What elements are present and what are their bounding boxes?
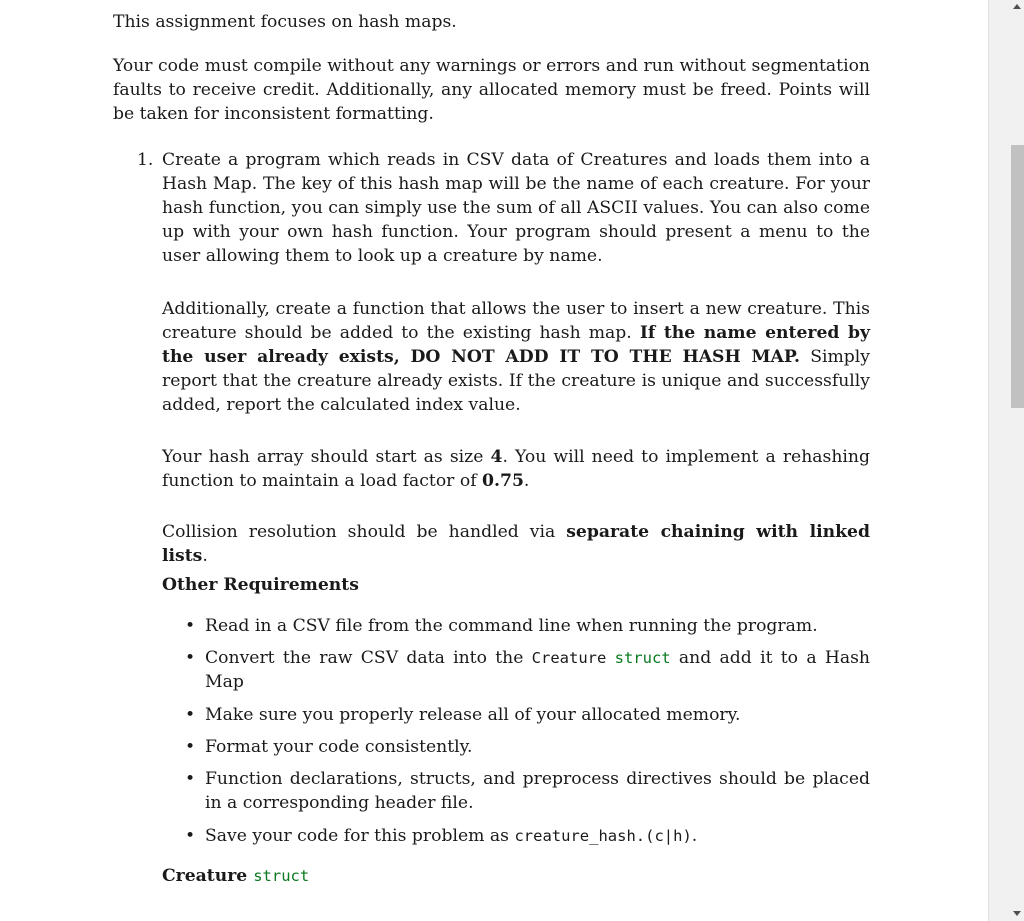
bullet-6-text-a: Save your code for this problem as <box>205 826 509 846</box>
item1-text-3b: . You will need to implement a rehashing function to maintain a load factor of <box>162 447 871 491</box>
intro-text-1: This assignment focuses on hash maps. <box>113 12 457 32</box>
intro-text-2: Your code must compile without any warnings or errors and run without segmentation faults to receive credit. Additionally, any allocated memory must be freed. Points will be taken for inconsistent formatting. <box>113 56 870 124</box>
intro-paragraph-2 <box>113 54 870 126</box>
item1-text-3a: Your hash array should start as size <box>162 447 484 467</box>
item1-paragraph-2 <box>162 297 870 417</box>
scrollbar-thumb[interactable] <box>1011 145 1024 408</box>
bullet-dot-6: • <box>185 826 196 846</box>
initial-size-value: 4 <box>490 447 503 467</box>
item1-text-1: Create a program which reads in CSV data of Creatures and loads them into a Hash Map. The key of this hash map will be the name of each creature. For your hash function, you can simply use the sum of all ASCII values. You can also come up with your own hash function. Your program should present a menu to the user allowing them to look up a creature by name. <box>162 150 870 266</box>
item1-text-3c: . <box>523 471 530 491</box>
scroll-down-arrow-icon[interactable] <box>1013 911 1021 916</box>
bullet-item-2 <box>205 646 870 694</box>
bullet-dot-5: • <box>185 769 196 789</box>
creature-code: Creature <box>531 649 607 667</box>
struct-keyword: struct <box>614 649 671 667</box>
bullet-item-4: Format your code consistently. <box>205 737 473 757</box>
item1-paragraph-3 <box>162 445 870 493</box>
bullet-item-6 <box>205 824 870 848</box>
bullet-item-1: Read in a CSV file from the command line when running the program. <box>205 616 818 636</box>
intro-paragraph-1 <box>113 10 870 34</box>
bullet-6-text-b: . <box>691 826 698 846</box>
item1-text-4c: . <box>202 546 208 566</box>
load-factor-value: 0.75 <box>482 471 524 491</box>
scroll-up-arrow-icon[interactable] <box>1013 4 1021 9</box>
duplicate-warning: If the name entered by the user already exists, DO NOT ADD IT TO THE HASH MAP. <box>162 323 871 367</box>
item1-text-2b: Simply report that the creature already exists. If the creature is unique and successfully added, report the calculated index value. <box>162 347 870 415</box>
bullet-2-text-a: Convert the raw CSV data into the <box>205 648 524 668</box>
filename-code: creature_hash.(c|h) <box>514 827 692 845</box>
bullet-dot-4: • <box>185 737 196 757</box>
creature-struct-heading <box>162 864 309 888</box>
item1-text-4a: Collision resolution should be handled via <box>162 522 556 542</box>
other-requirements-heading: Other Requirements <box>162 575 359 595</box>
bullet-dot-3: • <box>185 705 196 725</box>
bullet-item-5: Function declarations, structs, and preprocess directives should be placed in a corresponding header file. <box>205 769 870 813</box>
creature-struct-title: Creature <box>162 866 248 886</box>
item1-text-2a: Additionally, create a function that allows the user to insert a new creature. This creature should be added to the existing hash map. <box>162 299 870 343</box>
bullet-item-3: Make sure you properly release all of your allocated memory. <box>205 705 741 725</box>
item-number: 1. <box>137 150 154 170</box>
item1-paragraph-4 <box>162 520 870 568</box>
collision-method: separate chaining with linked lists <box>162 522 870 566</box>
bullet-dot-2: • <box>185 648 196 668</box>
bullet-dot-1: • <box>185 616 196 636</box>
vertical-scrollbar[interactable] <box>988 0 1024 921</box>
bullet-2-text-b: and add it to a Hash Map <box>205 648 870 692</box>
item1-paragraph-1 <box>162 148 870 268</box>
creature-struct-keyword: struct <box>253 867 310 885</box>
